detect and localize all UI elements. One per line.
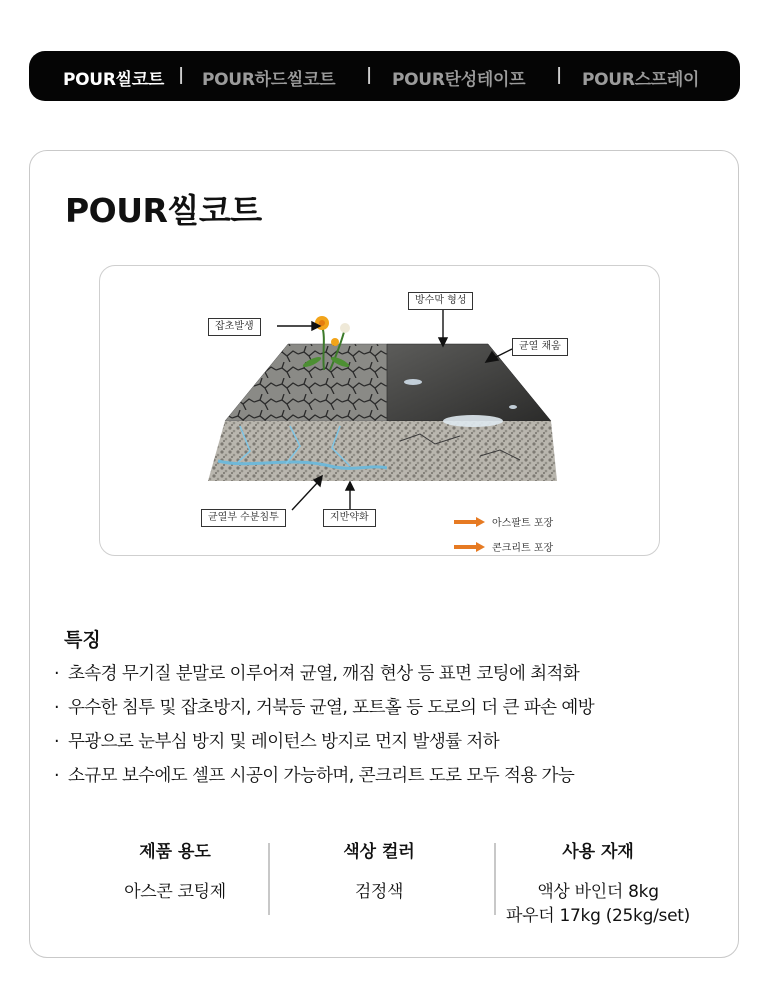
cracked-asphalt-base <box>208 421 387 481</box>
bullet-dot: · <box>54 766 59 786</box>
product-title: POUR씰코트 <box>65 191 262 230</box>
product-card <box>29 150 739 958</box>
bullet-dot: · <box>54 698 59 718</box>
tab-pour-hard-sealcoat[interactable]: POUR하드씰코트 <box>202 70 336 90</box>
bullet-dot: · <box>54 664 59 684</box>
spec-usage <box>65 837 285 904</box>
cracked-asphalt-surface <box>225 344 387 421</box>
spec-color-label: 색상 컬러 <box>343 842 415 862</box>
feature-item <box>54 657 594 691</box>
spec-color-value: 검정색 <box>354 882 404 902</box>
orange-arrow-icon <box>454 542 486 552</box>
bullet-dot: · <box>54 732 59 752</box>
legend-asphalt <box>454 514 553 529</box>
spec-material-line1: 액상 바인더 8kg <box>537 882 659 902</box>
spec-color <box>269 837 489 904</box>
spec-material-line2: 파우더 17kg (25kg/set) <box>506 906 690 926</box>
tab-separator: | <box>556 65 563 85</box>
features-heading: 특징 <box>64 629 101 651</box>
pavement-diagram <box>99 265 660 556</box>
feature-text: 소규모 보수에도 셀프 시공이 가능하며, 콘크리트 도로 모두 적용 가능 <box>68 766 575 786</box>
tab-separator: | <box>178 65 185 85</box>
callout-ground-weakening: 지반약화 <box>323 509 376 527</box>
spec-material-label: 사용 자재 <box>562 842 634 862</box>
pavement-illustration <box>100 266 660 556</box>
spec-usage-value: 아스콘 코팅제 <box>124 882 226 902</box>
water-droplet <box>509 405 517 409</box>
tab-pour-sealcoat[interactable]: POUR씰코트 <box>63 70 164 90</box>
callout-crack-water-infiltration: 균열부 수분침투 <box>201 509 286 527</box>
feature-item <box>54 759 594 793</box>
legend-concrete-label: 콘크리트 포장 <box>492 543 554 554</box>
feature-item <box>54 725 594 759</box>
callout-crack-fill: 균열 채움 <box>512 338 568 356</box>
legend-concrete <box>454 539 553 554</box>
feature-item <box>54 691 594 725</box>
orange-arrow-icon <box>454 517 486 527</box>
legend-asphalt-label: 아스팔트 포장 <box>492 518 554 529</box>
water-droplet <box>443 415 503 427</box>
tab-pour-spray[interactable]: POUR스프레이 <box>582 70 700 90</box>
callout-waterproof-membrane: 방수막 형성 <box>408 292 473 310</box>
feature-text: 우수한 침투 및 잡초방지, 거북등 균열, 포트홀 등 도로의 더 큰 파손 예방 <box>68 698 595 718</box>
product-tab-bar <box>29 51 740 101</box>
water-droplet <box>404 379 422 385</box>
feature-text: 무광으로 눈부심 방지 및 레이턴스 방지로 먼지 발생률 저하 <box>68 732 500 752</box>
spec-material <box>488 837 708 928</box>
features-list <box>54 657 594 793</box>
feature-text: 초속경 무기질 분말로 이루어져 균열, 깨짐 현상 등 표면 코팅에 최적화 <box>68 664 580 684</box>
tab-pour-elastic-tape[interactable]: POUR탄성테이프 <box>392 70 526 90</box>
spec-material-value <box>488 880 708 928</box>
spec-usage-label: 제품 용도 <box>139 842 211 862</box>
tab-separator: | <box>366 65 373 85</box>
callout-weeds: 잡초발생 <box>208 318 261 336</box>
sealed-asphalt-base <box>387 421 557 481</box>
